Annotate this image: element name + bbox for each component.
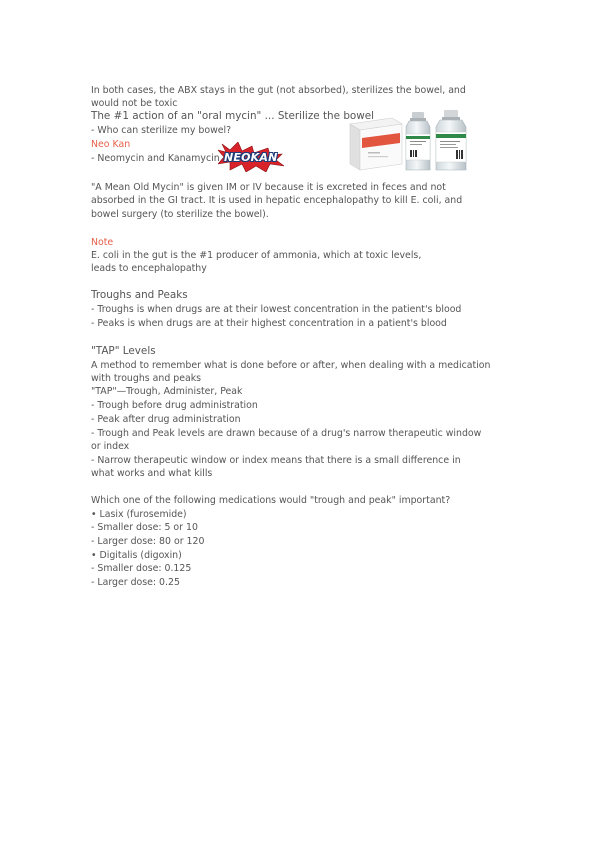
text-line: - Who can sterilize my bowel? (91, 125, 232, 136)
logo-text: NEOKAN (224, 151, 278, 164)
text-line: - Smaller dose: 0.125 (91, 563, 192, 574)
note-heading: Note (91, 237, 114, 248)
text-line: - Larger dose: 80 or 120 (91, 536, 205, 547)
text-line: or index (91, 441, 130, 452)
medication-vials-icon (348, 110, 478, 172)
text-line: "TAP"—Trough, Administer, Peak (91, 386, 243, 397)
neo-kan-heading: Neo Kan (91, 139, 131, 150)
text-line: The #1 action of an "oral mycin" ... Sterilize the bowel (91, 110, 375, 122)
section-heading: Troughs and Peaks (91, 289, 188, 301)
text-line: bowel surgery (to sterilize the bowel). (91, 209, 269, 220)
text-line: - Peaks is when drugs are at their highest concentration in a patient's blood (91, 318, 447, 329)
text-line: what works and what kills (91, 468, 213, 479)
text-line: leads to encephalopathy (91, 263, 207, 274)
text-line: - Neomycin and Kanamycin (91, 153, 220, 164)
text-line: - Trough before drug administration (91, 400, 258, 411)
text-line: In both cases, the ABX stays in the gut (not absorbed), sterilizes the bowel, and (91, 85, 466, 96)
neokan-logo (218, 142, 284, 172)
text-line: "A Mean Old Mycin" is given IM or IV because it is excreted in feces and not (91, 182, 446, 193)
question-text: Which one of the following medications would "trough and peak" important? (91, 495, 451, 506)
text-line: absorbed in the GI tract. It is used in hepatic encephalopathy to kill E. coli, and (91, 195, 463, 206)
text-line: - Trough and Peak levels are drawn because of a drug's narrow therapeutic window (91, 428, 482, 439)
text-line: would not be toxic (91, 98, 178, 109)
text-line: - Troughs is when drugs are at their lowest concentration in the patient's blood (91, 304, 462, 315)
medication-vials-photo (348, 110, 478, 172)
text-line: E. coli in the gut is the #1 producer of ammonia, which at toxic levels, (91, 250, 422, 261)
bullet-item: • Digitalis (digoxin) (91, 549, 182, 562)
bullet-item: • Lasix (furosemide) (91, 508, 187, 521)
text-line: - Smaller dose: 5 or 10 (91, 522, 198, 533)
text-line: A method to remember what is done before or after, when dealing with a medication (91, 360, 491, 371)
text-line: - Narrow therapeutic window or index means that there is a small difference in (91, 455, 461, 466)
text-line: - Peak after drug administration (91, 414, 241, 425)
text-line: - Larger dose: 0.25 (91, 577, 180, 588)
section-heading: "TAP" Levels (91, 345, 156, 357)
text-line: with troughs and peaks (91, 373, 202, 384)
